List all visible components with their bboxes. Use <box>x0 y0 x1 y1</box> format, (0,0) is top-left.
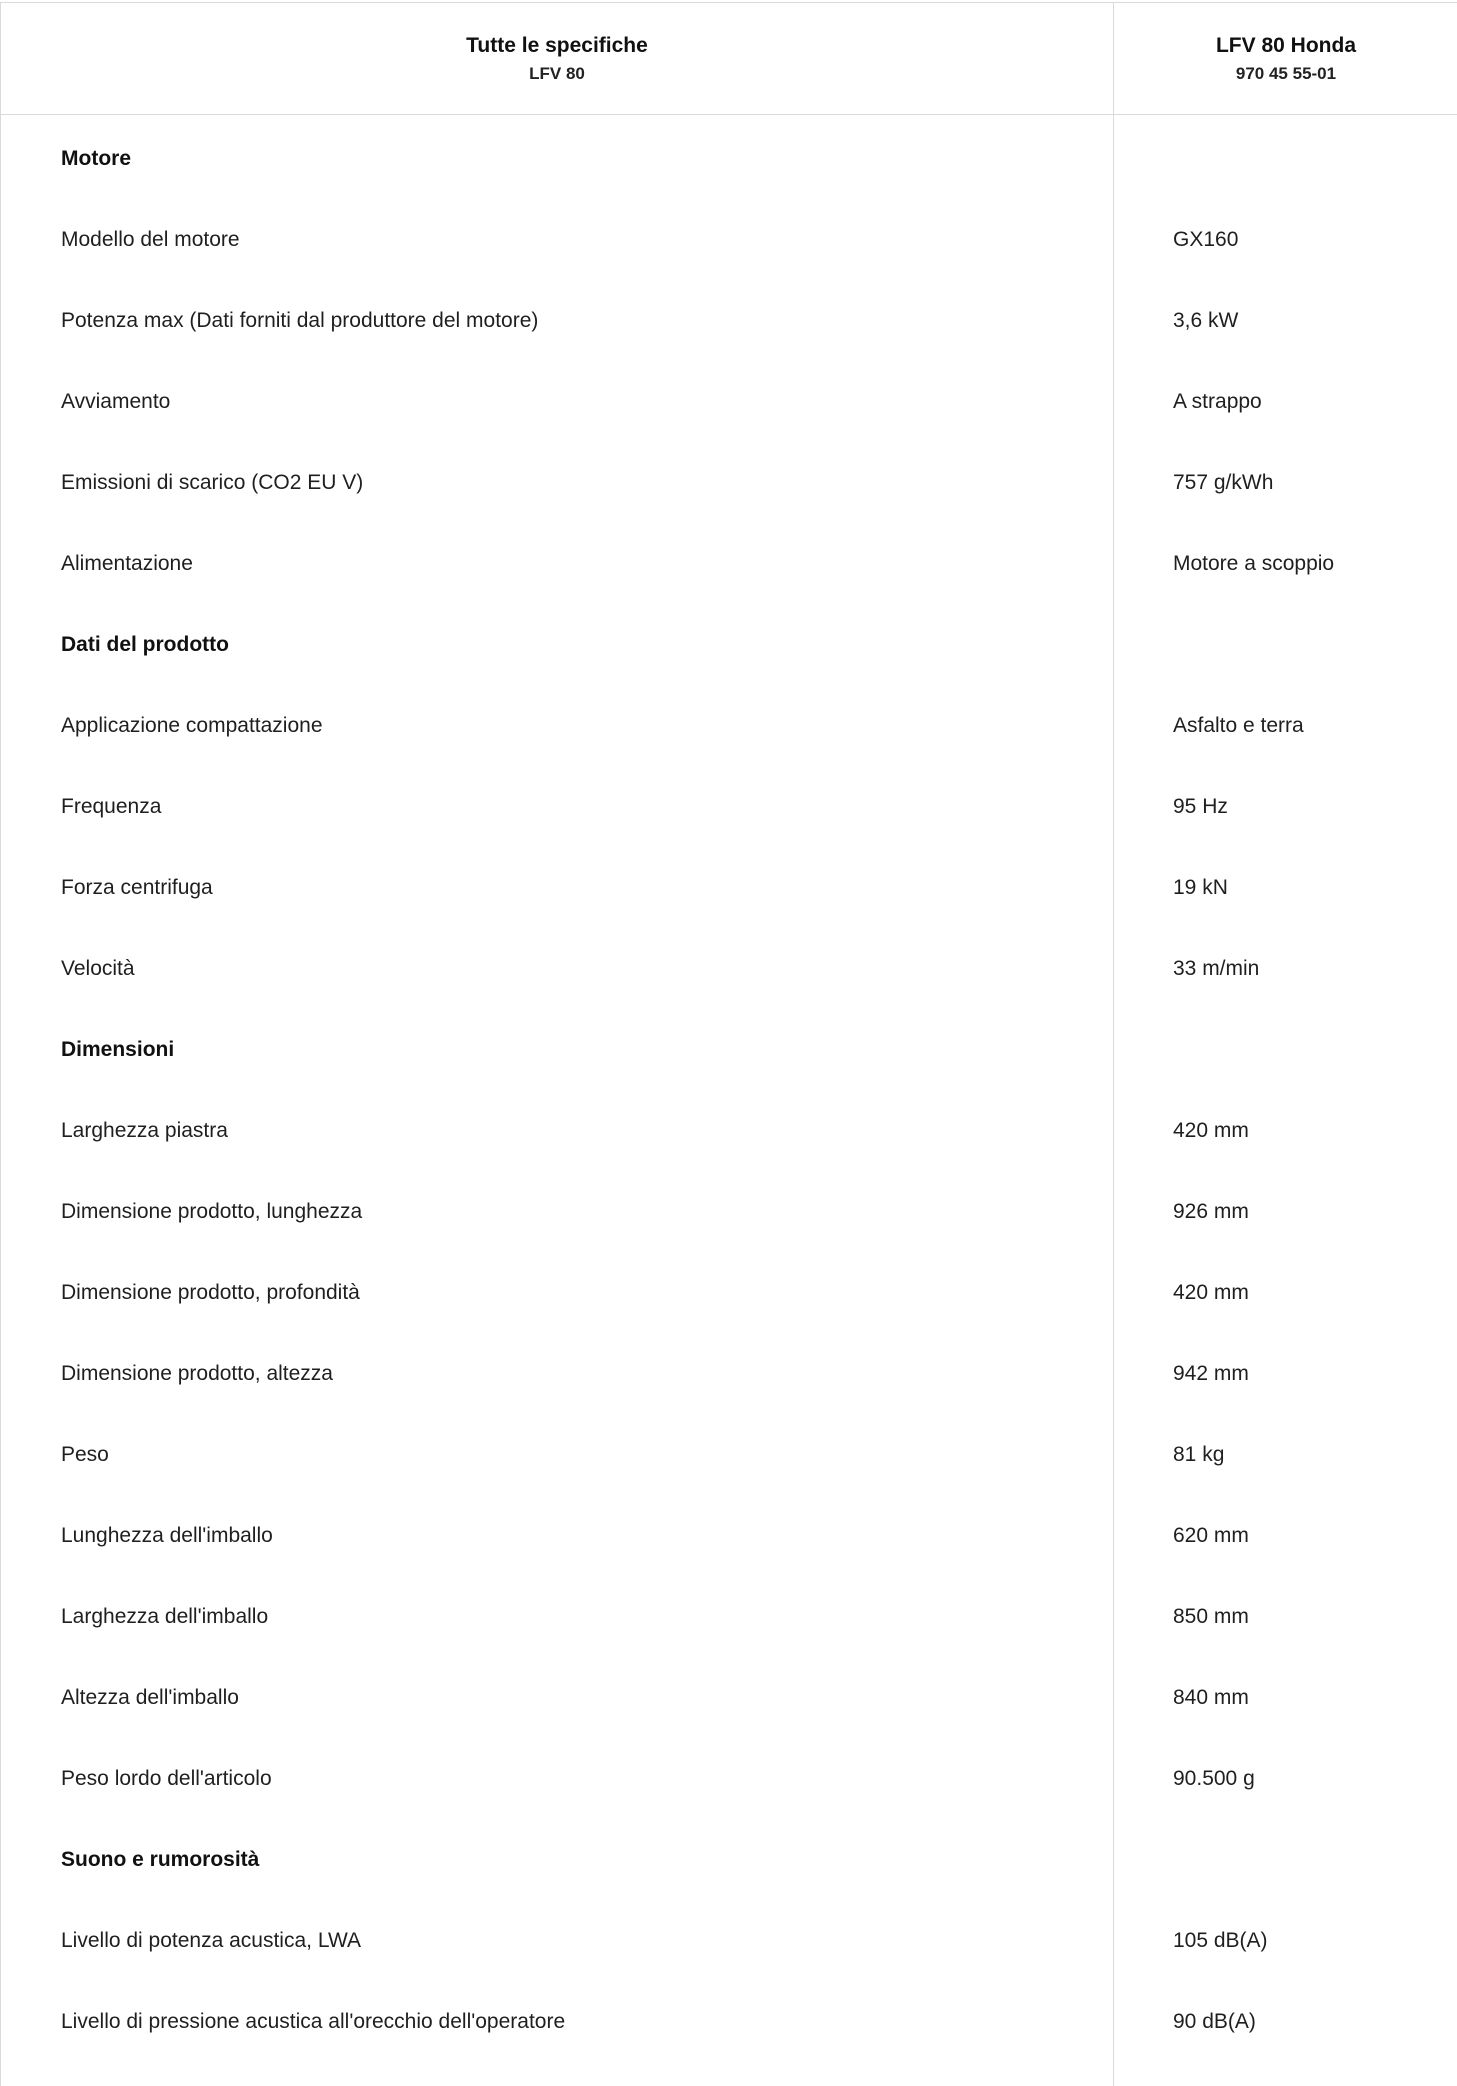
spec-label: Velocità <box>61 957 135 980</box>
spec-row <box>1 775 1457 856</box>
spec-label: Larghezza piastra <box>61 1119 228 1142</box>
spec-value: 105 dB(A) <box>1173 1929 1268 1952</box>
spec-row <box>1 1099 1457 1180</box>
spec-row <box>1 1423 1457 1504</box>
spec-row <box>1 937 1457 1018</box>
spec-row <box>1 1909 1457 1990</box>
spec-row <box>1 208 1457 289</box>
spec-row <box>1 1261 1457 1342</box>
spec-value: 90 dB(A) <box>1173 2010 1256 2033</box>
spec-label: Livello di pressione acustica all'orecchio dell'operatore <box>61 2010 566 2033</box>
spec-value: 33 m/min <box>1173 957 1260 980</box>
spec-value: Asfalto e terra <box>1173 714 1304 737</box>
spec-value: 3,6 kW <box>1173 309 1239 332</box>
spec-value: 81 kg <box>1173 1443 1225 1466</box>
spec-value: A strappo <box>1173 390 1262 413</box>
spec-label: Larghezza dell'imballo <box>61 1605 269 1628</box>
spec-value: 850 mm <box>1173 1605 1249 1628</box>
spec-label: Frequenza <box>61 795 162 818</box>
header-product-code: 970 45 55-01 <box>1235 64 1337 83</box>
spec-label: Potenza max (Dati forniti dal produttore del motore) <box>61 309 539 332</box>
spec-value: 926 mm <box>1173 1200 1249 1223</box>
spec-rows <box>1 127 1457 2071</box>
header-product <box>1114 3 1457 115</box>
section-heading-row <box>1 127 1457 208</box>
spec-row <box>1 1504 1457 1585</box>
spec-value: 95 Hz <box>1173 795 1228 818</box>
spec-label: Alimentazione <box>61 552 193 575</box>
spec-label: Lunghezza dell'imballo <box>61 1524 273 1547</box>
spec-label: Livello di potenza acustica, LWA <box>61 1929 361 1952</box>
spec-row <box>1 856 1457 937</box>
spec-row <box>1 370 1457 451</box>
section-heading: Motore <box>61 147 131 170</box>
section-heading: Dimensioni <box>61 1038 175 1061</box>
header-all-specs <box>1 3 1113 115</box>
spec-row <box>1 1666 1457 1747</box>
spec-row <box>1 532 1457 613</box>
spec-label: Applicazione compattazione <box>61 714 323 737</box>
spec-label: Modello del motore <box>61 228 240 251</box>
spec-label: Dimensione prodotto, lunghezza <box>61 1200 363 1223</box>
spec-value: 840 mm <box>1173 1686 1249 1709</box>
spec-row <box>1 1180 1457 1261</box>
spec-row <box>1 1585 1457 1666</box>
spec-value: Motore a scoppio <box>1173 552 1335 575</box>
section-heading-row <box>1 613 1457 694</box>
section-heading-row <box>1 1018 1457 1099</box>
spec-label: Peso lordo dell'articolo <box>61 1767 272 1790</box>
spec-label: Dimensione prodotto, profondità <box>61 1281 360 1304</box>
spec-value: 942 mm <box>1173 1362 1249 1385</box>
spec-row <box>1 451 1457 532</box>
spec-label: Avviamento <box>61 390 171 413</box>
spec-row <box>1 1747 1457 1828</box>
spec-value: 420 mm <box>1173 1281 1249 1304</box>
spec-row <box>1 1990 1457 2071</box>
spec-label: Dimensione prodotto, altezza <box>61 1362 333 1385</box>
spec-label: Altezza dell'imballo <box>61 1686 239 1709</box>
section-heading: Dati del prodotto <box>61 633 229 656</box>
header-all-specs-title: Tutte le specifiche <box>466 34 648 57</box>
spec-value: 620 mm <box>1173 1524 1249 1547</box>
section-heading: Suono e rumorosità <box>61 1848 260 1871</box>
spec-row <box>1 1342 1457 1423</box>
spec-value: 19 kN <box>1173 876 1228 899</box>
spec-row <box>1 694 1457 775</box>
section-heading-row <box>1 1828 1457 1909</box>
spec-label: Emissioni di scarico (CO2 EU V) <box>61 471 364 494</box>
spec-row <box>1 289 1457 370</box>
spec-table <box>0 2 1457 2086</box>
spec-label: Forza centrifuga <box>61 876 213 899</box>
table-header <box>1 3 1457 115</box>
header-product-title: LFV 80 Honda <box>1215 34 1357 57</box>
spec-value: GX160 <box>1173 228 1239 251</box>
header-all-specs-model: LFV 80 <box>529 64 585 83</box>
spec-label: Peso <box>61 1443 109 1466</box>
spec-value: 420 mm <box>1173 1119 1249 1142</box>
spec-value: 757 g/kWh <box>1173 471 1274 494</box>
spec-value: 90.500 g <box>1173 1767 1255 1790</box>
